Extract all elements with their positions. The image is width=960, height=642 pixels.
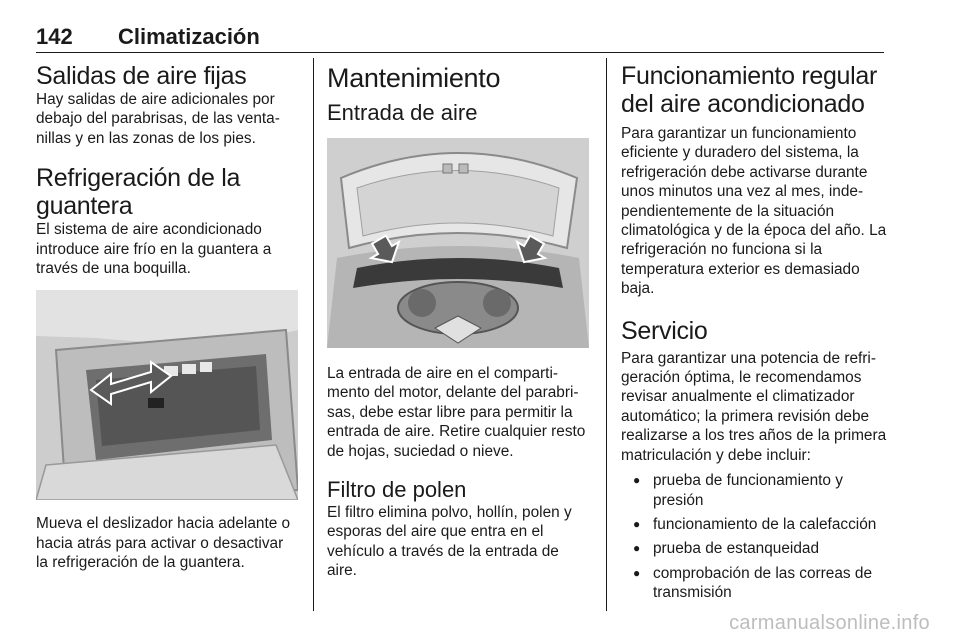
text-service: Para garantizar una potencia de refri-geración óptima, le recomendamos revisar anualmente el climatizador automático; la primera revisión debe realizarse a los tres años de la primera matriculación y debe incluir:: [621, 349, 887, 464]
glovebox-figure: [36, 290, 298, 500]
engine-bay-figure: [327, 138, 589, 348]
heading-service: Servicio: [621, 316, 708, 345]
list-item: ● funcionamiento de la calefacción: [621, 515, 887, 534]
column-3: [621, 62, 887, 608]
column-divider-2: [606, 58, 607, 611]
text-fixed-outlets: Hay salidas de aire adicionales por debajo del parabrisas, de las venta-nillas y en las zonas de los pies.: [36, 91, 280, 147]
heading-pollen-filter: Filtro de polen: [327, 477, 467, 503]
glovebox-illustration: [36, 290, 298, 500]
column-1: [36, 62, 298, 573]
page-header: [36, 22, 884, 53]
chapter-title: Climatización: [118, 24, 260, 49]
column-2: [327, 62, 589, 581]
service-checklist: [621, 471, 887, 602]
text-regular-operation: Para garantizar un funcionamiento eficiente y duradero del sistema, la refrigeración debe activarse durante unos minutos una vez al mes, inde-pendientemente de la situación climatológica y de la época del año. La refrigeración no funciona si la temperatura exterior es demasiado baja.: [621, 125, 887, 298]
heading-air-intake: Entrada de aire: [327, 100, 478, 125]
text-glovebox-cooling: El sistema de aire acondicionado introduce aire frío en la guantera a través de una boquilla.: [36, 221, 272, 278]
text-air-intake: La entrada de aire en el comparti-mento del motor, delante del parabri-sas, debe estar libre para permitir la entrada de aire. Retire cualquier resto de hojas, suciedad o nieve.: [327, 365, 586, 460]
list-item: ● prueba de funcionamiento y presión: [621, 471, 887, 510]
heading-regular-operation: Funcionamiento regular del aire acondicionado: [621, 62, 878, 118]
heading-glovebox-cooling: Refrigeración de la guantera: [36, 164, 241, 221]
watermark: carmanualsonline.info: [729, 612, 930, 634]
engine-bay-illustration: [327, 138, 589, 348]
page-number: 142: [36, 24, 73, 49]
heading-fixed-outlets: Salidas de aire fijas: [36, 62, 247, 90]
list-item: ● prueba de estanqueidad: [621, 539, 887, 558]
heading-maintenance: Mantenimiento: [327, 63, 501, 93]
text-slider: Mueva el deslizador hacia adelante o hacia atrás para activar o desactivar la refrigeración de la guantera.: [36, 515, 291, 572]
text-pollen-filter: El filtro elimina polvo, hollín, polen y esporas del aire que entra en el vehículo a través de la entrada de aire.: [327, 504, 572, 580]
column-divider-1: [313, 58, 314, 611]
list-item: ● comprobación de las correas de transmisión: [621, 564, 887, 603]
